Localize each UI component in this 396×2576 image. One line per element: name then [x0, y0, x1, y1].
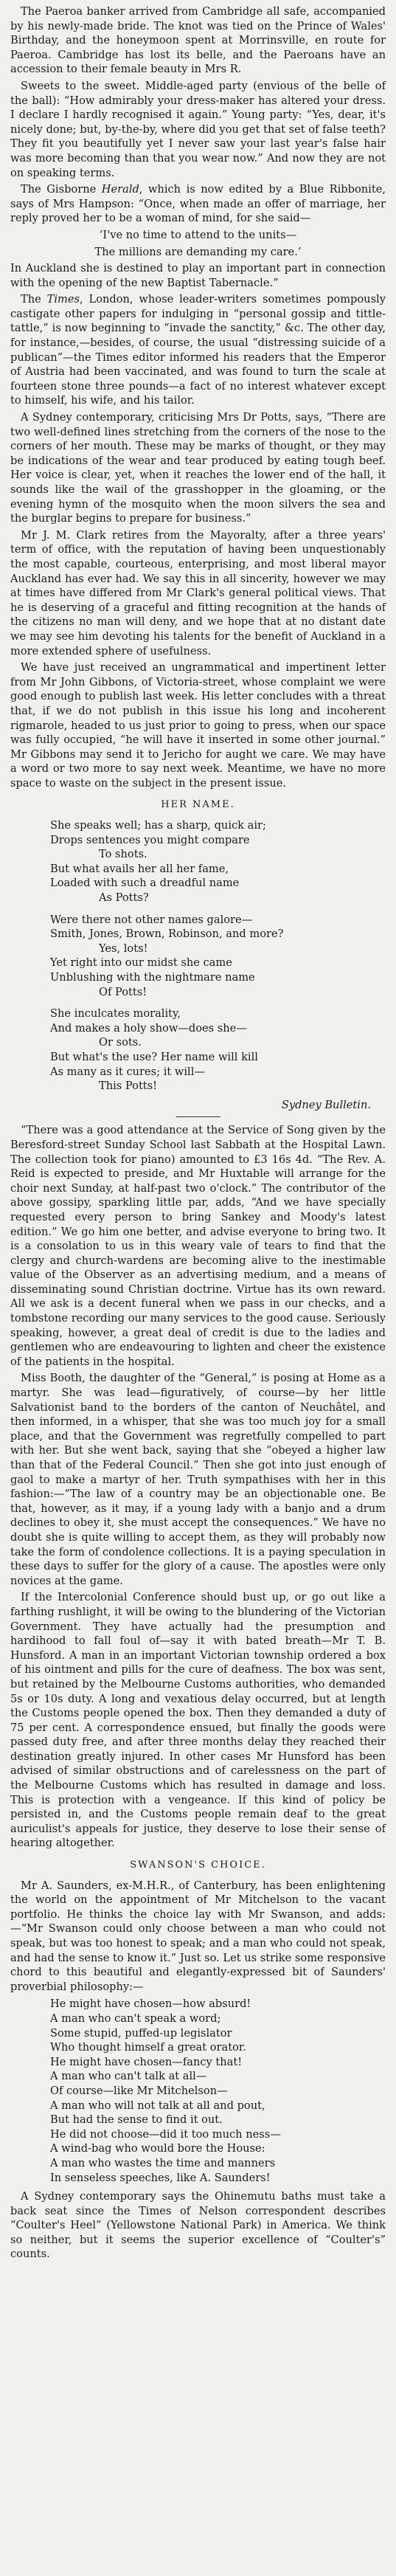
- poem-line: Or sots.: [99, 1036, 142, 1049]
- poem-line: Some stupid, puffed-up legislator: [50, 2026, 232, 2040]
- poem-line: A man who can't speak a word;: [50, 2012, 221, 2025]
- paragraph-ohinemutu-baths: A Sydney contemporary says the Ohinemutu baths must take a back seat since the Times of Nelson correspondent describes “Coulter's Heel” (Yellowstone National Park) in America. We think so neither, but it seems the superior excellence of “Coulter's” counts.: [10, 2190, 386, 2261]
- poem-line: Of Potts!: [99, 985, 147, 998]
- poem-line: Were there not other names galore—: [50, 913, 253, 926]
- poem-heading-her-name: HER NAME.: [161, 799, 235, 811]
- poem-line: But what avails her all her fame,: [50, 862, 229, 875]
- poem-line: Drops sentences you might compare: [50, 833, 250, 846]
- poem-signature: Sydney Bulletin.: [281, 1098, 371, 1111]
- quote-line-2: The millions are demanding my care.’: [94, 245, 302, 258]
- poem-line: She inculcates morality,: [50, 1007, 181, 1021]
- poem-line: Of course—like Mr Mitchelson—: [50, 2084, 228, 2097]
- newspaper-title: Times: [46, 293, 80, 306]
- paragraph-times-london: [10, 292, 386, 408]
- poem-line: This Potts!: [99, 1080, 158, 1093]
- poem-line: A man who can't talk at all—: [50, 2070, 207, 2083]
- poem-line: But had the sense to find it out.: [50, 2113, 223, 2127]
- poem-line: But what's the use? Her name will kill: [50, 1050, 258, 1063]
- poem-line: He did not choose—did it too much ness—: [50, 2127, 281, 2141]
- paragraph-saunders: Mr A. Saunders, ex-M.H.R., of Canterbury, has been enlightening the world on the appointment of Mr Mitchelson to the vacant portfolio. He thinks the choice lay with Mr Swanson, and adds:—“Mr Swanson could only choose between a man who could not speak, but was too honest to speak; and a man who could not speak, and had the sense to know it.” Just so. Let us strike some responsive chord to this beautiful and elegantly-expressed bit of Saunders' proverbial philosophy:—: [10, 1879, 386, 1993]
- poem-line: A man who wastes the time and manners: [50, 2156, 276, 2169]
- paragraph-paeroa-banker: The Paeroa banker arrived from Cambridge all safe, accompanied by his newly-made bride. The knot was tied on the Prince of Wales' Birthday, and the honeymoon spent at Morrinsville, en route for Paeroa. Cambridge has lost its belle, and the Paeroans have an accession to their female beauty in Mrs R.: [10, 5, 386, 76]
- paragraph-miss-booth: Miss Booth, the daughter of the “General,” is posing at Home as a martyr. She was lead—figuratively, of course—by her little Salvationist band to the borders of the canton of Neuchâtel, and then informed, in a whisper, that she was too much joy for a small place, and that the Government was regretfully compelled to part with her. But she went back, saying that she “obeyed a higher law than that of the Federal Council.” Then she got into just enough of gaol to make a martyr of her. Truth sympathises with her in this fashion:—“The law of a country may be an objectionable one. Be that, however, as it may, if a young lady with a banjo and a drum declines to obey it, she must accept the consequences.” We have no doubt she is quite willing to accept them, as they will probably now take the form of condolence collections. It is a paying speculation in these days to suffer for the glory of a cause. The apostles were only novices at the game.: [10, 1372, 386, 1587]
- paragraph-intercolonial: If the Intercolonial Conference should bust up, or go out like a farthing rushlight, it will be owing to the blundering of the Victorian Government. They have actually had the presumption and hardihood to fall foul of—say it with bated breath—Mr T. B. Hunsford. A man in an important Victorian township ordered a box of his ointment and pills for the cure of deafness. The box was sent, but retained by the Melbourne Customs authorities, who demanded 5s or 10s duty. A long and vexatious delay occurred, but at length the Customs people opened the box. Then they demanded a duty of 75 per cent. A correspondence ensued, but finally the goods were passed duty free, and after three months delay they reached their destination greatly injured. In other cases Mr Hunsford has been advised of similar obstructions and of carelessness on the part of the Melbourne Customs which has resulted in damage and loss. This is protection with a vengeance. If this kind of policy be persisted in, and the Customs people remain deaf to the great auriculist's appeals for justice, they deserve to lose their sense of hearing altogether.: [10, 1591, 386, 1850]
- poem-line: In senseless speeches, like A. Saunders!: [50, 2171, 271, 2184]
- poem-swansons-choice: [10, 1997, 386, 2185]
- quote-line-1: ‘I've no time to attend to the units—: [99, 228, 297, 241]
- poem-line: Yes, lots!: [99, 942, 148, 955]
- paragraph-tabernacle: In Auckland she is destined to play an important part in connection with the opening of the new Baptist Tabernacle.”: [10, 262, 386, 289]
- section-divider: [176, 1116, 220, 1117]
- poem-heading-swansons-choice: SWANSON'S CHOICE.: [130, 1860, 266, 1871]
- poem-line: Unblushing with the nightmare name: [50, 971, 255, 984]
- paragraph-service-of-song: “There was a good attendance at the Service of Song given by the Beresford-street Sunday School last Sabbath at the Hospital Lawn. The collection took for piano) amounted to £3 16s 4d. “The Rev. A. Reid is expected to preside, and Mr Huxtable will arrange for the choir next Sunday, at half-past two o'clock.” The contributor of the above gossipy, sparkling little par, adds, “And we have specially requested every person to bring Sankey and Moody's latest edition.” We go him one better, and advise everyone to bring two. It is a consolation to us in this weary vale of tears to find that the clergy and church-wardens are becoming alive to the inestimable value of the Observer as an advertising medium, and a means of disseminating sound Christian doctrine. Virtue has its own reward. All we ask is a decent funeral when we pass in our checks, and a tombstone recording our many services to the good cause. Seriously speaking, however, a great deal of credit is due to the ladies and gentlemen who are endeavouring to lighten and cheer the existence of the patients in the hospital.: [10, 1124, 386, 1368]
- poem-line: He might have chosen—fancy that!: [50, 2055, 243, 2068]
- text-part: , which is now edited by a Blue Ribbonite, says of Mrs Hampson: “Once, when made an offer of marriage, her reply proved her to be a woman of mind, for she said—: [10, 183, 386, 225]
- paragraph-sweets: Sweets to the sweet. Middle-aged party (envious of the belle of the ball): “How admirably your dress-maker has altered your dress. I declare I hardly recognised it again.” Young party: “Yes, dear, it's nicely done; but, by-the-by, where did you get that set of false teeth? They fit you beautifully yet I never saw your last year's false hair was more becoming than that you wear now.” And now they are not on speaking terms.: [10, 79, 386, 179]
- poem-line: She speaks well; has a sharp, quick air;: [50, 819, 266, 832]
- poem-her-name: [10, 818, 386, 1094]
- poem-line: Who thought himself a great orator.: [50, 2041, 246, 2054]
- column-text: [10, 4, 386, 2262]
- poem-line: Yet right into our midst she came: [50, 956, 232, 970]
- poem-line: As Potts?: [99, 891, 149, 905]
- poem-line: Loaded with such a dreadful name: [50, 877, 240, 890]
- paragraph-mrs-potts: A Sydney contemporary, criticising Mrs Dr Potts, says, “There are two well-defined lines stretching from the corners of the nose to the corners of her mouth. These may be marks of thought, or they may be indications of the wear and tear produced by eating tough beef. Her voice is clear, yet, when it reaches the lower end of the hall, it sounds like the wail of the grasshopper in the gloaming, or the evening hymn of the mosquito when the moon silvers the sea and the burglar begins to prepare for business.”: [10, 411, 386, 525]
- text-part: The Gisborne: [21, 183, 102, 196]
- poem-line: And makes a holy show—does she—: [50, 1021, 247, 1035]
- poem-line: To shots.: [99, 848, 147, 861]
- paragraph-gisborne-herald: [10, 182, 386, 226]
- text-part: The: [21, 293, 47, 306]
- paragraph-gibbons-letter: We have just received an ungrammatical and impertinent letter from Mr John Gibbons, of Victoria-street, whose complaint we were good enough to publish last week. His letter concludes with a threat that, if we do not publish in this issue his long and incoherent rigmarole, headed to us just prior to going to press, when our space was fully occupied, “he will have it inserted in some other journal.” Mr Gibbons may send it to Jericho for aught we care. We may have a word or two more to say next week. Meantime, we have no more space to waste on the subject in the present issue.: [10, 661, 386, 790]
- paragraph-jm-clark: Mr J. M. Clark retires from the Mayoralty, after a three years' term of office, with the reputation of having been unquestionably the most capable, courteous, enterprising, and most liberal mayor Auckland has ever had. We say this in all sincerity, however we may at times have differed from Mr Clark's general political views. That he is deserving of a graceful and fitting recognition at the hands of the citizens no man will deny, and we hope that at no distant date we may see him devoting his talents for the benefit of Auckland in a more extended sphere of usefulness.: [10, 528, 386, 657]
- poem-line: A man who will not talk at all and pout,: [50, 2099, 265, 2112]
- poem-line: As many as it cures; it will—: [50, 1065, 205, 1078]
- poem-line: Smith, Jones, Brown, Robinson, and more?: [50, 928, 284, 941]
- newspaper-title: Herald: [101, 183, 139, 196]
- text-part: , London, whose leader-writers sometimes pompously castigate other papers for indulging in “personal gossip and tittle-tattle,” is now beginning to “invade the sanctity,” &c. The other day, for instance,—besides, of course, the usual “distressing suicide of a publican”—the Times editor informed his readers that the Emperor of Austria had been vaccinated, and was found to turn the scale at fourteen stone three pounds—a fact of no interest whatever except to himself, his wife, and his tailor.: [10, 293, 386, 407]
- poem-line: A wind-bag who would bore the House:: [50, 2142, 265, 2155]
- poem-line: He might have chosen—how absurd!: [50, 1997, 251, 2011]
